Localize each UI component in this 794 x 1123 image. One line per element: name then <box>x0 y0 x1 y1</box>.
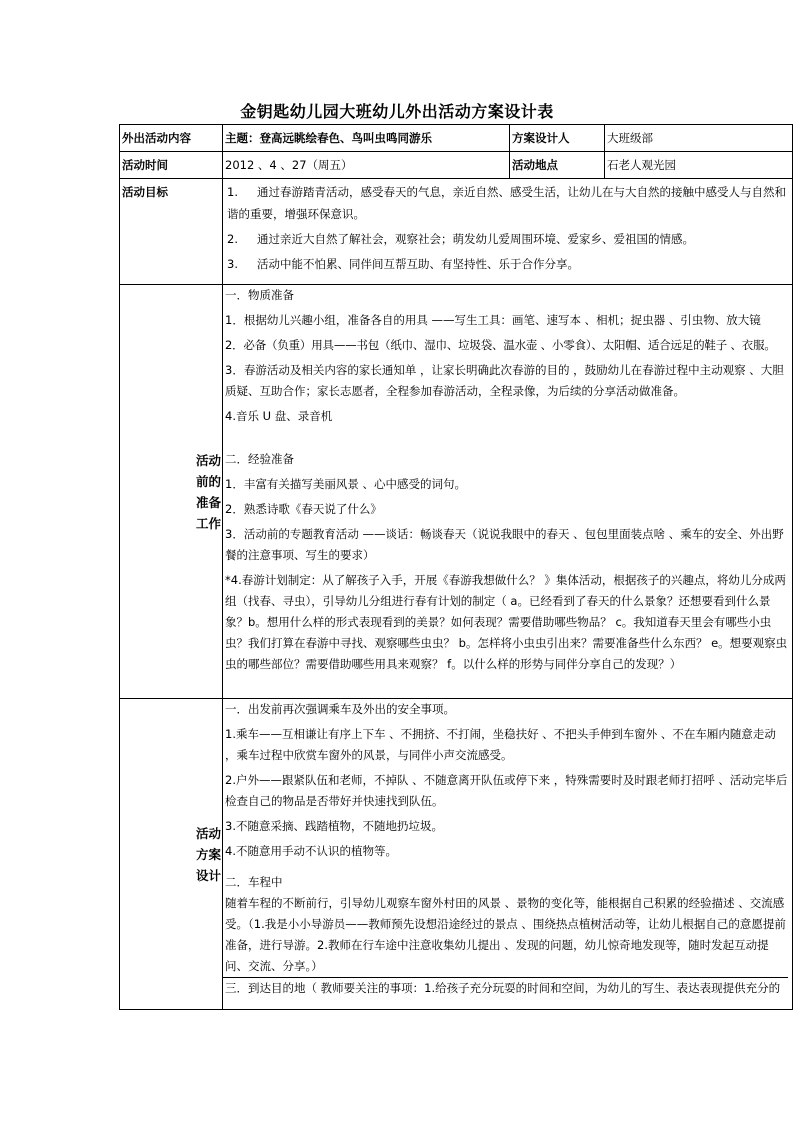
experience-prep-item: 3．活动前的专题教育活动 ——谈话：畅谈春天（说说我眼中的春天 、包包里面装点啥 、乘车的安全、外出野餐的注意事项、写生的要求） <box>225 527 784 562</box>
material-prep-item: 3．春游活动及相关内容的家长通知单 ，让家长明确此次春游的目的 ，鼓励幼儿在春游过程中主动观察 、大胆质疑、互助合作；家长志愿者，全程参加春游活动，全程录像，为后续的分享活动做准备。 <box>225 363 784 398</box>
preparation-label: 活动前的准备工作 <box>120 285 223 699</box>
row-content <box>120 125 793 152</box>
activity-time-label: 活动时间 <box>120 152 223 179</box>
experience-prep-item: *4.春游计划制定：从了解孩子入手，开展《春游我想做什么？ 》集体活动，根据孩子的兴趣点，将幼儿分成两组（找春、寻虫），引导幼儿分组进行春有计划的制定（ a。已经看到了春天的什么景象？还想要看到什么景象？b。想用什么样的形式表现看到的美景？如何表现？需要借助哪些物品？ c。我知道春天里会有哪些小虫虫？我们打算在春游中寻找、观察哪些虫虫？ b。怎样将小虫虫引出来？需要准备些什么东西？ e。想要观察虫虫的哪些部位？需要借助哪些用具来观察？ f。以什么样的形势与同伴分享自己的发现？） <box>225 573 788 671</box>
material-prep-title: 一．物质准备 <box>225 288 294 302</box>
document-title: 金钥匙幼儿园大班幼儿外出活动方案设计表 <box>240 102 554 121</box>
experience-prep-item: 1．丰富有关描写美丽风景 、心中感受的词句。 <box>225 477 466 491</box>
experience-prep-item: 2．熟悉诗歌《春天说了什么》 <box>225 502 382 516</box>
activity-place-label: 活动地点 <box>510 152 605 179</box>
activity-goals-label: 活动目标 <box>120 179 223 285</box>
safety-item: 2.户外——跟紧队伍和老师，不掉队 、不随意离开队伍或停下来 ，特殊需要时及时跟老师打招呼 、活动完毕后检查自己的物品是否带好并快速找到队伍。 <box>225 773 788 808</box>
goal-item: 3. 活动中能不怕累、同伴间互帮互助、有坚持性、乐于合作分享。 <box>227 257 579 271</box>
safety-item: 1.乘车——互相谦让有序上下车 、不拥挤、不打闹，坐稳扶好 、不把头手伸到车窗外 、不在车厢内随意走动 ，乘车过程中欣赏车窗外的风景，与同伴小声交流感受。 <box>225 727 776 762</box>
safety-title: 一．出发前再次强调乘车及外出的安全事项。 <box>225 702 455 716</box>
material-prep-item: 1．根据幼儿兴趣小组，准备各自的用具 ——写生工具：画笔、速写本 、相机；捉虫器 、引虫物、放大镜 <box>225 313 761 327</box>
material-prep-item: 4.音乐 U 盘、录音机 <box>225 409 333 423</box>
goal-item: 2. 通过亲近大自然了解社会，观察社会；萌发幼儿爱周围环境、爱家乡、爱祖国的情感。 <box>227 232 694 246</box>
activity-time-value: 2012 、4 、27（周五） <box>223 152 510 179</box>
activity-place-value: 石老人观光园 <box>605 152 793 179</box>
row-design <box>120 699 793 1010</box>
design-label: 活动方案设计 <box>120 699 223 1010</box>
row-preparation <box>120 285 793 699</box>
designer-value: 大班级部 <box>605 125 793 152</box>
journey-text: 随着车程的不断前行，引导幼儿观察车窗外村田的风景 、景物的变化等，能根据自己积累的经验描述 、交流感受。（1.我是小小导游员——教师预先设想沿途经过的景点 、围绕热点植树活动等，让幼儿根据自己的意愿提前准备，进行导游。2.教师在行车途中注意收集幼儿提出 、发现的问题，幼儿惊奇地发现等，随时发起互动提问、交流、分享。） <box>225 896 786 973</box>
safety-item: 3.不随意采摘、践踏植物，不随地扔垃圾。 <box>225 819 443 833</box>
plan-table <box>119 124 793 1010</box>
designer-label: 方案设计人 <box>510 125 605 152</box>
material-prep-item: 2．必备（负重）用具——书包（纸巾、湿巾、垃圾袋、温水壶 、小零食）、太阳帽、适合远足的鞋子 、衣服。 <box>225 338 776 352</box>
theme-value: 主题：登高远眺绘春色、鸟叫虫鸣同游乐 <box>223 125 510 152</box>
row-goals <box>120 179 793 285</box>
activity-content-label: 外出活动内容 <box>120 125 223 152</box>
goal-item: 1. 通过春游踏青活动，感受春天的气息，亲近自然、感受生活，让幼儿在与大自然的接触中感受人与自然和谐的重要，增强环保意识。 <box>227 185 786 221</box>
design-cell <box>223 699 793 1010</box>
row-time <box>120 152 793 179</box>
activity-goals-cell <box>223 179 793 285</box>
arrival-text: 三．到达目的地（ 教师要关注的事项：1.给孩子充分玩耍的时间和空间，为幼儿的写生、表达表现提供充分的 <box>223 977 788 999</box>
preparation-cell <box>223 285 793 699</box>
experience-prep-title: 二．经验准备 <box>225 452 294 466</box>
journey-title: 二．车程中 <box>225 875 283 889</box>
safety-item: 4.不随意用手动不认识的植物等。 <box>225 844 397 858</box>
